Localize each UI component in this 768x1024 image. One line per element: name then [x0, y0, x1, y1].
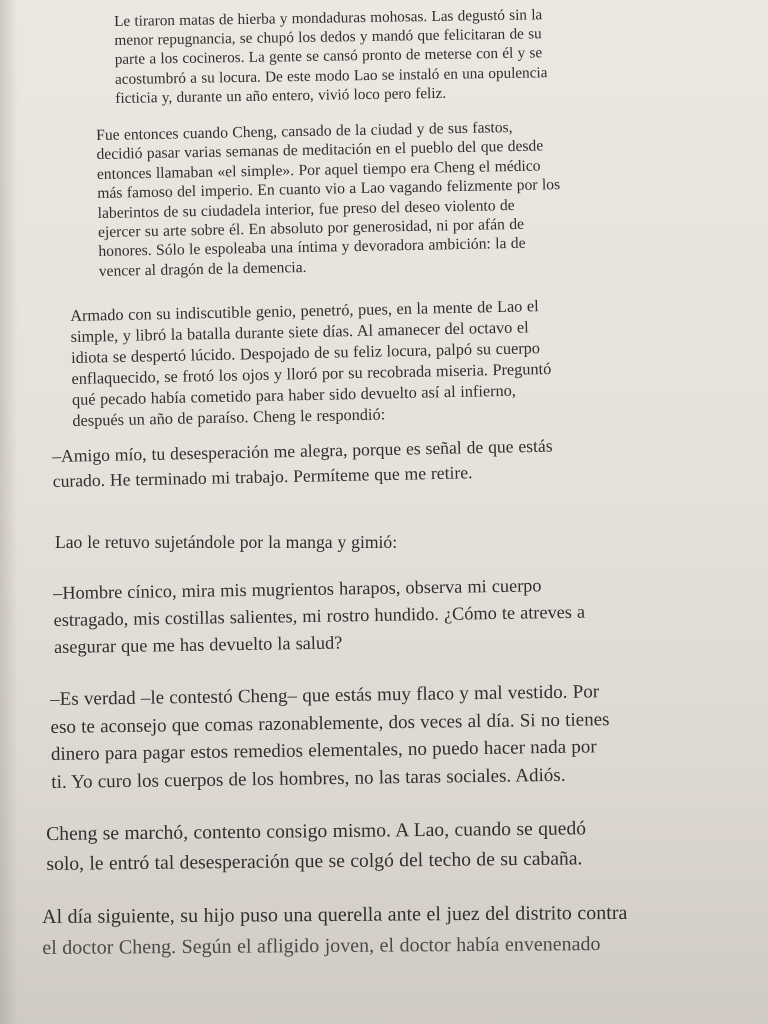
text-line: eso te aconsejo que comas razonablemente, dos veces al día. Si no tienes: [50, 708, 610, 738]
text-line: estragado, mis costillas salientes, mi rostro hundido. ¿Cómo te atreves a: [53, 601, 586, 630]
text-line: –Amigo mío, tu desesperación me alegra, porque es señal de que estás: [52, 435, 553, 466]
text-line: dinero para pagar estos remedios elementales, no puedo hacer nada por: [50, 736, 597, 765]
text-line: más famoso del imperio. En cuanto vio a Lao vagando felizmente por los: [97, 176, 561, 203]
text-line: laberintos de su ciudadela interior, fue preso del deseo violento de: [97, 196, 515, 222]
text-line: Le tiraron matas de hierba y mondaduras mohosas. Las degustó sin la: [114, 6, 543, 30]
text-line: acostumbró a su locura. De este modo Lao se instaló en una opulencia: [114, 63, 548, 88]
page-edge-shadow: [0, 0, 18, 1024]
text-line: después un año de paraíso. Cheng le respondió:: [72, 404, 386, 430]
paragraph-3: [70, 292, 688, 431]
paragraph-1: [114, 4, 633, 108]
text-line: parte a los cocineros. La gente se cansó pronto de meterse con él y se: [114, 44, 543, 69]
text-line: qué pecado había cometido para haber sido devuelto así al infierno,: [71, 380, 517, 409]
text-line: Cheng se marchó, contento consigo mismo. A Lao, cuando se quedó: [46, 818, 587, 845]
paragraph-8: [46, 813, 731, 880]
text-line: Lao le retuvo sujetándole por la manga y gimió:: [55, 532, 398, 552]
text-line: –Es verdad –le contestó Cheng– que estás muy flaco y mal vestido. Por: [50, 681, 600, 710]
text-line: honores. Sólo le espoleaba una íntima y devoradora ambición: la de: [98, 235, 526, 261]
text-line: enflaquecido, se frotó los ojos y lloró por su recobrada miseria. Preguntó: [71, 358, 552, 388]
paragraph-2: [96, 116, 641, 282]
text-line: asegurar que me has devuelto la salud?: [53, 632, 343, 657]
text-line: entonces llamaban «el simple». Por aquel tiempo era Cheng el médico: [96, 157, 541, 183]
text-line: –Hombre cínico, mira mis mugrientos harapos, observa mi cuerpo: [53, 575, 542, 603]
text-line: ti. Yo curo los cuerpos de los hombres, no las taras sociales. Adiós.: [51, 764, 566, 793]
text-line: Armado con su indiscutible genio, penetró, pues, en la mente de Lao el: [70, 296, 539, 325]
paragraph-5: [55, 530, 555, 555]
paragraph-9: [42, 897, 742, 964]
text-line: curado. He terminado mi trabajo. Permíteme que me retire.: [52, 462, 473, 491]
text-line: ficticia y, durante un año entero, vivió loco pero feliz.: [115, 84, 447, 107]
text-line: Fue entonces cuando Cheng, cansado de la ciudad y de sus fastos,: [96, 119, 513, 144]
text-line: decidió pasar varias semanas de meditación en el pueblo del que desde: [96, 137, 544, 164]
text-line: Al día siguiente, su hijo puso una querella ante el juez del distrito contra: [42, 901, 628, 928]
text-line: simple, y libró la batalla durante siete días. Al amanecer del octavo el: [70, 317, 529, 346]
text-line: solo, le entró tal desesperación que se colgó del techo de su cabaña.: [46, 848, 583, 875]
text-line: idiota se despertó lúcido. Despojado de su feliz locura, palpó su cuerpo: [70, 338, 541, 367]
text-line: el doctor Cheng. Según el afligido joven, el doctor había envenenado: [42, 933, 601, 959]
paragraph-6: [53, 569, 724, 661]
text-line: vencer al dragón de la demencia.: [98, 258, 307, 280]
paragraph-7: [50, 677, 729, 796]
text-line: ejercer su arte sobre él. En absoluto por generosidad, ni por afán de: [97, 215, 525, 242]
paragraph-4: [52, 430, 713, 494]
text-line: menor repugnancia, se chupó los dedos y mandó que felicitaran de su: [114, 25, 542, 50]
